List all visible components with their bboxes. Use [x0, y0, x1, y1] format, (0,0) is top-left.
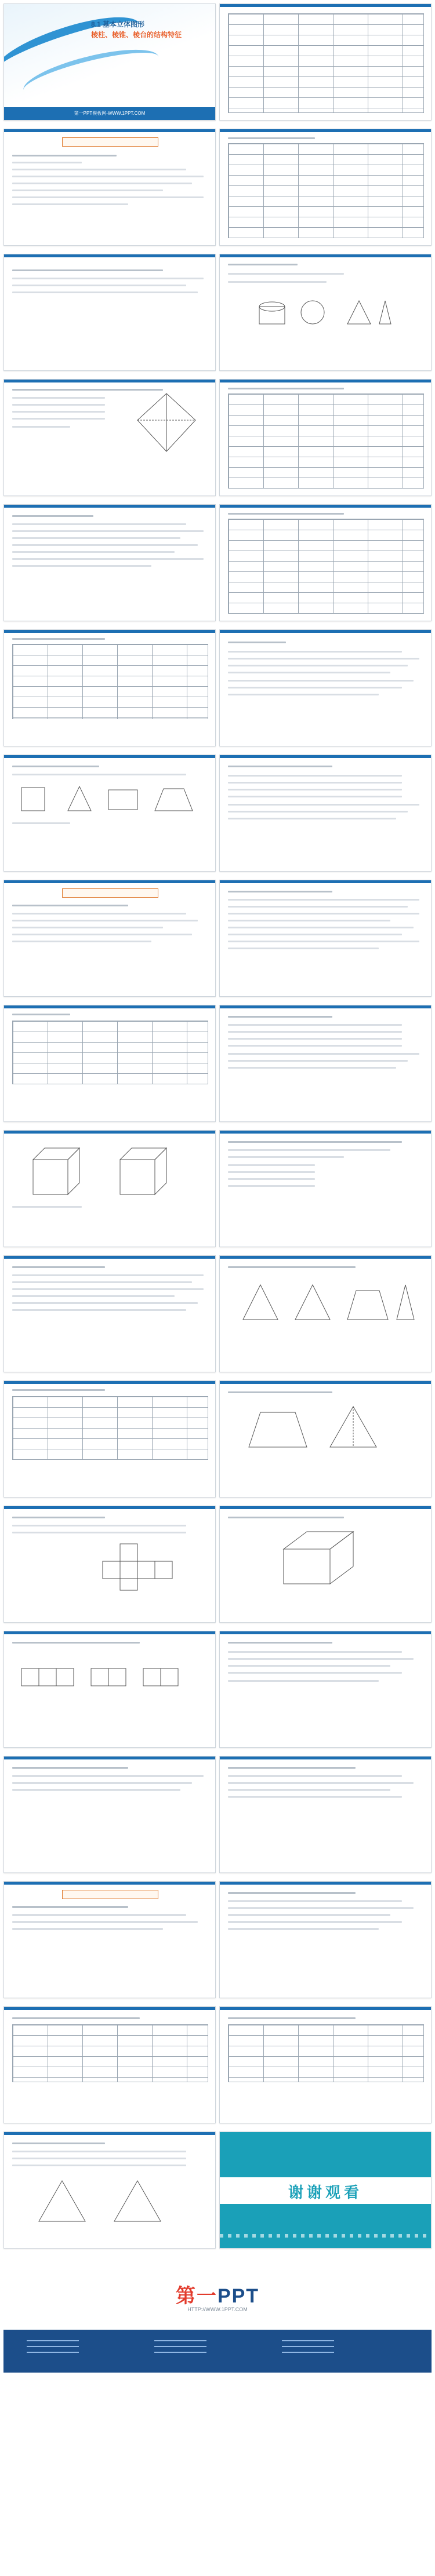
frustum-definition-table: [228, 519, 424, 614]
slide-thumbnail: [219, 504, 432, 621]
cube-diagram: [266, 1526, 382, 1590]
brand-footer: [3, 2330, 432, 2373]
slide-thumbnail: [3, 629, 216, 746]
objectives-table: [228, 13, 424, 113]
slide-thumbnail: [3, 1756, 216, 1873]
vertex-count-table: [228, 2024, 424, 2082]
cube-figures: [21, 1142, 195, 1200]
pyramid-figures: [231, 1279, 417, 1325]
prism-definition-table: [228, 143, 424, 238]
slide-thumbnail: [219, 129, 432, 246]
slide-thumbnail: [3, 1005, 216, 1122]
summary-table: [12, 644, 208, 719]
slide-thumbnail: [3, 504, 216, 621]
slide-thumbnail: [219, 254, 432, 371]
section-banner: [62, 888, 158, 898]
brand-logo: [3, 2280, 432, 2308]
slide-thumbnail: [219, 1506, 432, 1623]
slide-thumbnail: [219, 755, 432, 872]
brand-logo-main: 第一: [175, 2285, 217, 2307]
slide-thumbnail: [219, 1756, 432, 1873]
slide-thumbnail: [219, 1881, 432, 1998]
section-banner: [62, 1890, 158, 1899]
pyramid-solid-figures: [27, 2175, 190, 2227]
slide-thumbnail: [3, 379, 216, 496]
slide-thumbnail: [3, 254, 216, 371]
octahedron-figure: [132, 391, 201, 455]
slide-thumbnail: [219, 1631, 432, 1748]
net-figure: [91, 1541, 184, 1593]
method-table: [12, 1021, 208, 1084]
slide-thumbnail: [3, 129, 216, 246]
slide-thumbnail: [219, 1380, 432, 1497]
brand-logo-sub: PPT: [217, 2285, 260, 2307]
cover-footer: 第一PPT模板网-WWW.1PPT.COM: [4, 107, 215, 120]
slide-thumbnail: [219, 2006, 432, 2123]
pyramid-definition-table: [228, 393, 424, 489]
polyhedra-figures: [16, 782, 201, 817]
thanks-slide: [219, 2132, 432, 2249]
brand-slide: [3, 2257, 432, 2373]
slide-thumbnail: [219, 379, 432, 496]
slide-thumbnail: [3, 1506, 216, 1623]
cover-title-line1: 8.1 基本立体图形: [91, 20, 145, 28]
judgment-table: [12, 1396, 208, 1460]
frustum-figures: [237, 1401, 411, 1453]
slide-thumbnail: [3, 755, 216, 872]
slide-thumbnail: [219, 3, 432, 121]
slide-thumbnail: [219, 629, 432, 746]
slide-thumbnail: [3, 2132, 216, 2249]
cover-title: [91, 19, 211, 40]
section-banner: [62, 137, 158, 147]
slide-thumbnail: [219, 1255, 432, 1372]
net-figures: [16, 1651, 201, 1721]
cover-title-line2: 棱柱、棱锥、棱台的结构特征: [91, 31, 182, 39]
slide-thumbnail: [219, 1130, 432, 1247]
slide-thumbnail: [3, 1631, 216, 1748]
slide-thumbnail: [3, 880, 216, 997]
solid-figures: [255, 295, 394, 330]
slide-thumbnail: [3, 1130, 216, 1247]
slide-thumbnail: [3, 1255, 216, 1372]
slide-thumbnail: [3, 1380, 216, 1497]
thanks-text: 谢谢观看: [288, 2184, 362, 2201]
slide-thumbnail: [3, 1881, 216, 1998]
face-count-table: [12, 2024, 208, 2082]
slide-thumbnail: [219, 880, 432, 997]
cover-slide: [3, 3, 216, 121]
slide-thumbnail: [219, 1005, 432, 1122]
slide-thumbnail: [3, 2006, 216, 2123]
brand-url: HTTP://WWW.1PPT.COM: [187, 2307, 248, 2312]
